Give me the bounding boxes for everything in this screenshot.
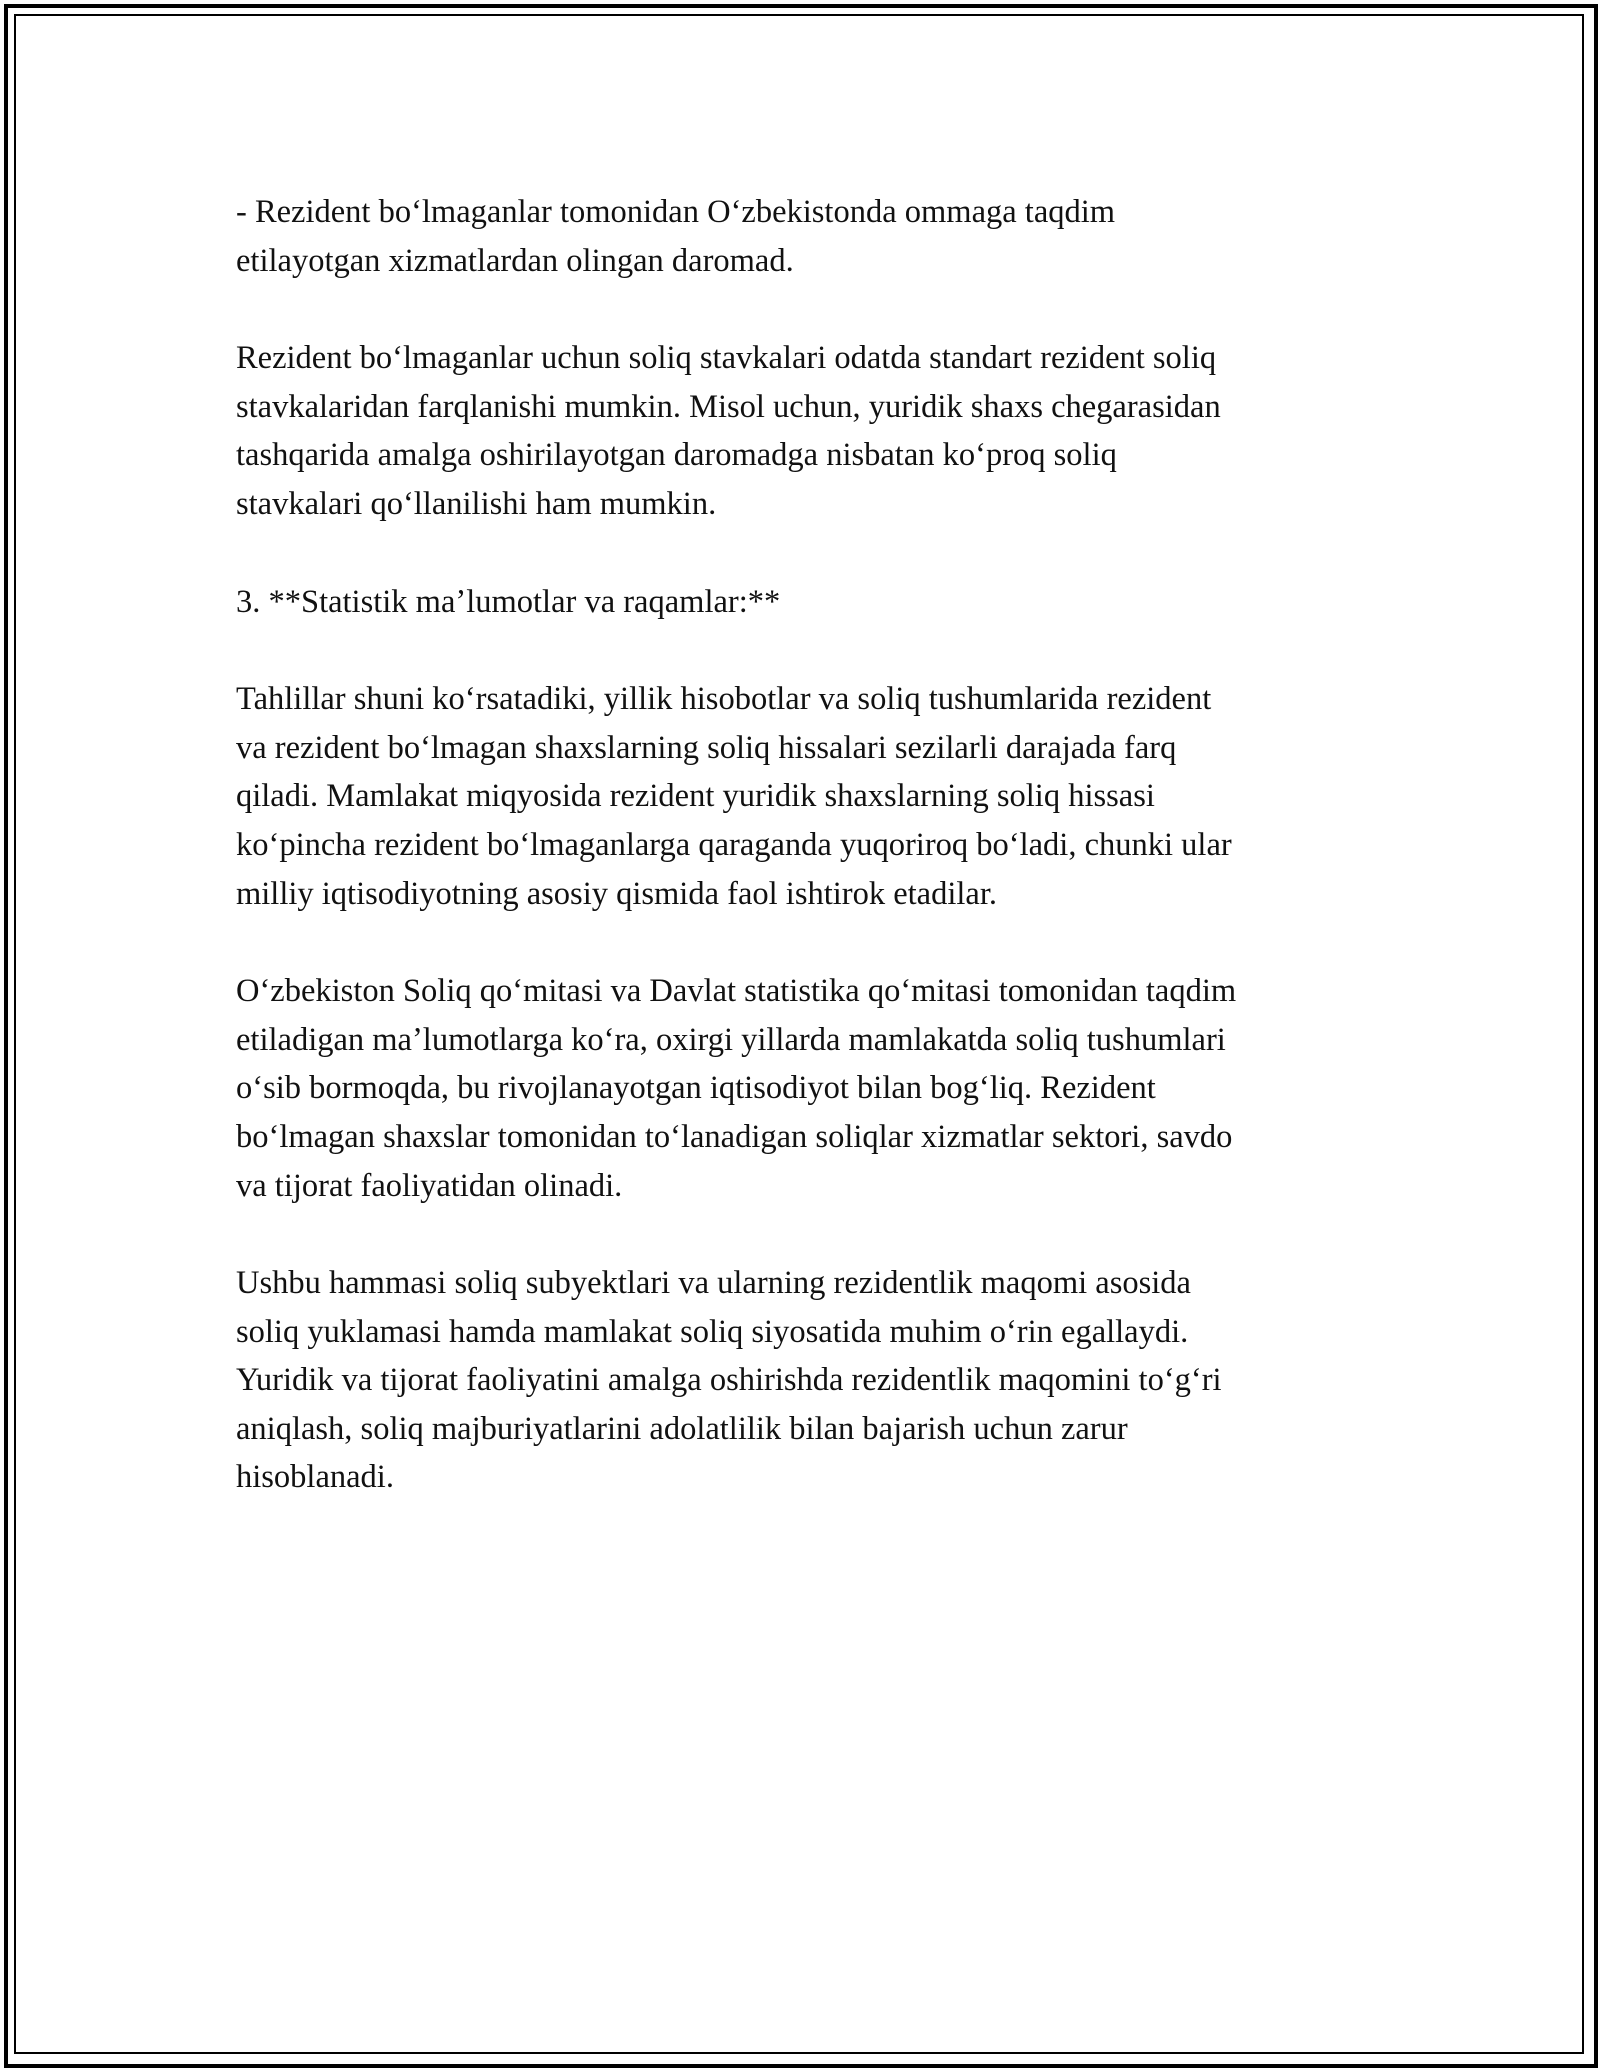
paragraph-analysis: Tahlillar shuni koʻrsatadiki, yillik hisobotlar va soliq tushumlarida rezident va rezident boʻlmagan shaxslarning soliq hissalari sezilarli darajada farq qiladi. Mamlakat miqyosida rezident yuridik shaxslarning soliq hissasi koʻpincha rezident boʻlmaganlarga qaraganda yuqoriroq boʻladi, chunki ular milliy iqtisodiyotning asosiy qismida faol ishtirok etadilar. <box>236 681 1232 912</box>
paragraph-tax-committee-data: Oʻzbekiston Soliq qoʻmitasi va Davlat statistika qoʻmitasi tomonidan taqdim etiladigan maʼlumotlarga koʻra, oxirgi yillarda mamlakatda soliq tushumlari oʻsib bormoqda, bu rivojlanayotgan iqtisodiyot bilan bogʻliq. Rezident boʻlmagan shaxslar tomonidan toʻlanadigan soliqlar xizmatlar sektori, savdo va tijorat faoliyatidan olinadi. <box>236 973 1237 1204</box>
paragraph-nonresident-services-income: - Rezident boʻlmaganlar tomonidan Oʻzbekistonda ommaga taqdim etilayotgan xizmatlardan olingan daromad. <box>236 194 1116 279</box>
paragraph-conclusion: Ushbu hammasi soliq subyektlari va ularning rezidentlik maqomi asosida soliq yuklamasi hamda mamlakat soliq siyosatida muhim oʻrin egallaydi. Yuridik va tijorat faoliyatini amalga oshirishda rezidentlik maqomini toʻgʻri aniqlash, soliq majburiyatlarini adolatlilik bilan bajarish uchun zarur hisoblanadi. <box>236 1265 1222 1496</box>
document-body <box>236 188 1366 1551</box>
section-heading-statistics: 3. **Statistik maʼlumotlar va raqamlar:** <box>236 583 781 620</box>
paragraph-tax-rates: Rezident boʻlmaganlar uchun soliq stavkalari odatda standart rezident soliq stavkalaridan farqlanishi mumkin. Misol uchun, yuridik shaxs chegarasidan tashqarida amalga oshirilayotgan daromadga nisbatan koʻproq soliq stavkalari qoʻllanilishi ham mumkin. <box>236 340 1221 522</box>
